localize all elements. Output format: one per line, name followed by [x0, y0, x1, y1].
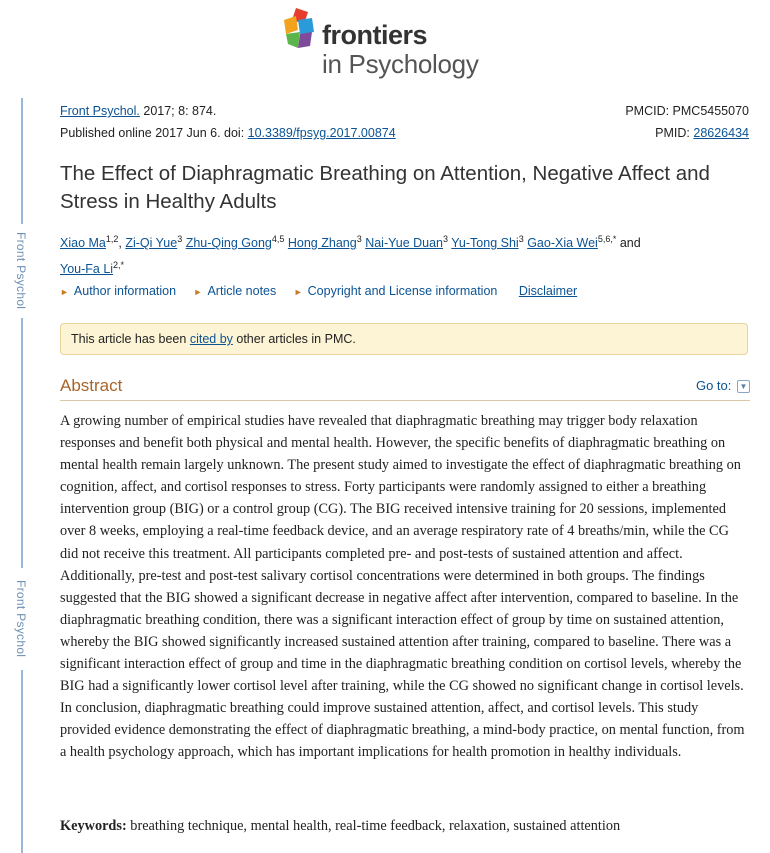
sidebar-divider-bottom: [21, 670, 23, 853]
logo-line1: frontiers: [322, 20, 428, 50]
cited-by-after: other articles in PMC.: [232, 332, 356, 346]
article-title: The Effect of Diaphragmatic Breathing on Attention, Negative Affect and Stress in Healthy Adults: [60, 162, 710, 213]
author-list: Xiao Ma$^{1,2}$, Zi-Qi Yue$^3$ Zhu-Qing Gong$^{4,5}$ Hong Zhang$^3$ Nai-Yue Duan$^3$ Yu-Tong Shi$^3$ Gao-Xia Wei$^{5,6,*}$ and You-Fa $Li^{2,*}$: [60, 234, 641, 277]
frontiers-logo-mark: [282, 6, 322, 54]
keywords-text: breathing technique, mental health, real-time feedback, relaxation, sustained attention: [126, 818, 621, 834]
doi-link[interactable]: 10.3389/fpsyg.2017.00874: [247, 126, 396, 140]
author-affil: 2,*: [113, 260, 125, 271]
author-affil: 3: [177, 234, 183, 244]
author-affil: 4,5: [271, 234, 285, 244]
author-link[interactable]: Xiao Ma: [60, 236, 106, 251]
cited-by-before: This article has been: [71, 332, 190, 346]
author-link[interactable]: You-Fa Li: [60, 262, 114, 277]
pmcid: PMCID: PMC5455070: [625, 104, 749, 118]
triangle-right-icon: ►: [193, 287, 203, 297]
citation-details: 2017; 8: 874.: [139, 104, 217, 118]
author-affil: 3: [518, 234, 524, 244]
cited-by-notice: [60, 323, 748, 355]
cited-by-link[interactable]: cited by: [189, 332, 233, 346]
keywords: [60, 818, 750, 835]
author-affil: 3: [356, 234, 362, 244]
copyright-toggle[interactable]: ► Copyright and License information: [293, 284, 498, 298]
sidebar-label-top: Front Psychol: [14, 232, 28, 310]
author-affil: 3: [443, 234, 449, 244]
goto-label: Go to:: [695, 378, 732, 393]
author-affil: 1,2: [105, 234, 119, 244]
article-notes-toggle[interactable]: ► Article notes: [193, 284, 277, 298]
citation-block: [60, 100, 396, 144]
published-date: Published online 2017 Jun 6. doi:: [60, 126, 248, 140]
triangle-right-icon: ►: [293, 287, 303, 297]
article-info-bar: [60, 284, 577, 298]
author-link[interactable]: Hong Zhang: [287, 236, 357, 251]
chevron-down-icon: ▼: [737, 380, 750, 393]
authors-and: and: [619, 236, 641, 251]
abstract-heading: Abstract: [60, 376, 123, 395]
triangle-right-icon: ►: [60, 287, 69, 297]
author-affil: 5,6,*: [597, 234, 617, 244]
logo-line2: in Psychology: [322, 49, 479, 79]
pmid-label: PMID:: [655, 126, 694, 140]
abstract-text: A growing number of empirical studies have revealed that diaphragmatic breathing may trigger body relaxation responses and benefit both physical and mental health. However, the specific benefits of diaphragmatic breathing on mental health remain largely unknown. The present study aimed to investigate the effect of diaphragmatic breathing on cognition, affect, and cortisol responses to stress. Forty participants were randomly assigned to either a breathing intervention group (BIG) or a control group (CG). The BIG received intensive training for 20 sessions, implemented over 8 weeks, employing a real-time feedback device, and an average respiratory rate of 4 breaths/min, while the CG did not receive this treatment. All participants completed pre- and post-tests of sustained attention and affect. Additionally, pre-test and post-test salivary cortisol concentrations were determined in both groups. The findings suggested that the BIG showed a significant decrease in negative affect after intervention, compared to baseline. In the diaphragmatic breathing condition, there was a significant interaction effect of group by time on sustained attention, whereby the BIG showed significantly increased sustained attention after training, compared to baseline. There was a significant interaction effect of group and time in the diaphragmatic breathing condition on cortisol levels, whereby the BIG had a significantly lower cortisol level after training, while the CG showed no significant change in cortisol levels. In conclusion, diaphragmatic breathing could improve sustained attention, affect, and cortisol levels. This study provided evidence demonstrating the effect of diaphragmatic breathing, a mind-body practice, on mental function, from a health psychology approach, which has important implications for health promotion in healthy individuals.: [60, 413, 745, 761]
author-link[interactable]: Zi-Qi Yue: [125, 236, 178, 251]
frontiers-logo[interactable]: [282, 6, 512, 80]
author-link[interactable]: Gao-Xia Wei: [527, 236, 598, 251]
sidebar-divider-mid: [21, 318, 23, 568]
disclaimer-link[interactable]: Disclaimer: [518, 284, 578, 298]
pmid-link[interactable]: 28626434: [693, 126, 749, 140]
sidebar-divider-top: [21, 98, 23, 224]
abstract-header: [60, 376, 750, 401]
goto-menu[interactable]: [696, 378, 750, 393]
author-link[interactable]: Nai-Yue Duan: [365, 236, 444, 251]
journal-link[interactable]: Front Psychol.: [60, 104, 140, 118]
author-link[interactable]: Yu-Tong Shi: [451, 236, 519, 251]
author-information-toggle[interactable]: ► Author information: [60, 284, 177, 298]
author-link[interactable]: Zhu-Qing Gong: [185, 236, 272, 251]
keywords-label: Keywords:: [60, 818, 127, 834]
sidebar-label-bottom: Front Psychol: [14, 580, 28, 658]
article-ids: [625, 100, 749, 144]
